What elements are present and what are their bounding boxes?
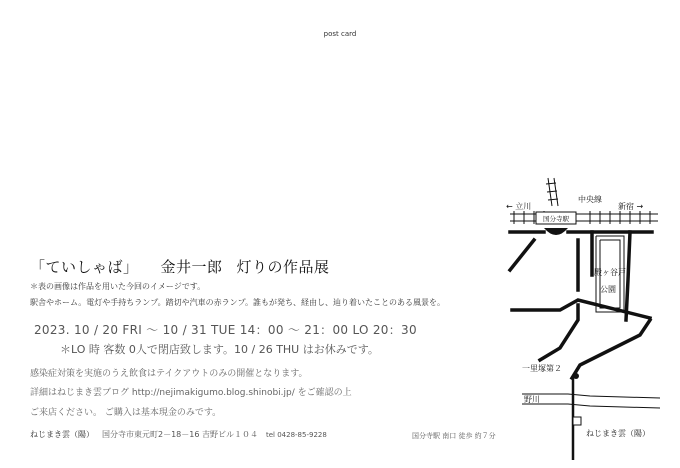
direction-shinjuku: 新宿 → [618, 202, 644, 211]
footer [30, 429, 327, 440]
postcard-label: post card [323, 30, 357, 38]
info-line-3: ご来店ください。 ご購入は基本現金のみです。 [30, 408, 222, 418]
park-name-line2: 公園 [600, 285, 616, 294]
exhibition-dates: 2023. 10 / 20 FRI ～ 10 / 31 TUE 14：00 ～ 21：00 LO 20：30 [34, 323, 417, 337]
river [522, 394, 660, 408]
chuo-line-label: 中央線 [578, 195, 602, 204]
station-label: 国分寺駅 [543, 215, 569, 223]
info-line-1: 感染症対策を実施のうえ飲食はテイクアウトのみの開催となります。 [30, 369, 308, 379]
intersection-label: 一里塚第２ [522, 364, 562, 373]
branch-line [546, 178, 558, 206]
exhibition-name: 灯りの作品展 [236, 258, 330, 276]
shop-marker [573, 417, 581, 425]
closing-note: ＊LO 時 客数 0人で閉店致します。10 / 26 THU はお休みです。 [60, 343, 379, 356]
shop-label: ねじまき雲（陽） [586, 429, 650, 438]
info-line-2: 詳細はねじまき雲ブログ http://nejimakigumo.blog.shinobi.jp/ をご確認の上 [30, 388, 352, 398]
station-plaza [544, 228, 568, 235]
shop-nickname: 「ていしゃば」 [30, 258, 139, 276]
artist-name: 金井一郎 [160, 258, 223, 276]
station-access: 国分寺駅 南口 徒歩 約７分 [412, 432, 496, 440]
park-name-line1: 殿ヶ谷戸 [594, 268, 626, 277]
footer-shop-name: ねじまき雲（陽） [30, 430, 94, 439]
footer-tel: tel 0428-85-9228 [266, 431, 327, 439]
footer-address: 国分寺市東元町2－18－16 吉野ビル１０４ [102, 430, 258, 439]
roads [510, 232, 652, 378]
direction-tachikawa: ← 立川 [506, 202, 532, 211]
image-note: ＊表の画像は作品を用いた今回のイメージです。 [30, 282, 206, 291]
river-label: 野川 [524, 395, 540, 404]
access-map [500, 170, 670, 460]
railway-track [510, 211, 658, 224]
exhibition-title [30, 256, 330, 277]
exhibition-description: 駅舎やホーム。電灯や手持ちランプ。踏切や汽車の赤ランプ。誰もが発ち、経由し、辿り着いたことのある風景を。 [30, 298, 445, 307]
